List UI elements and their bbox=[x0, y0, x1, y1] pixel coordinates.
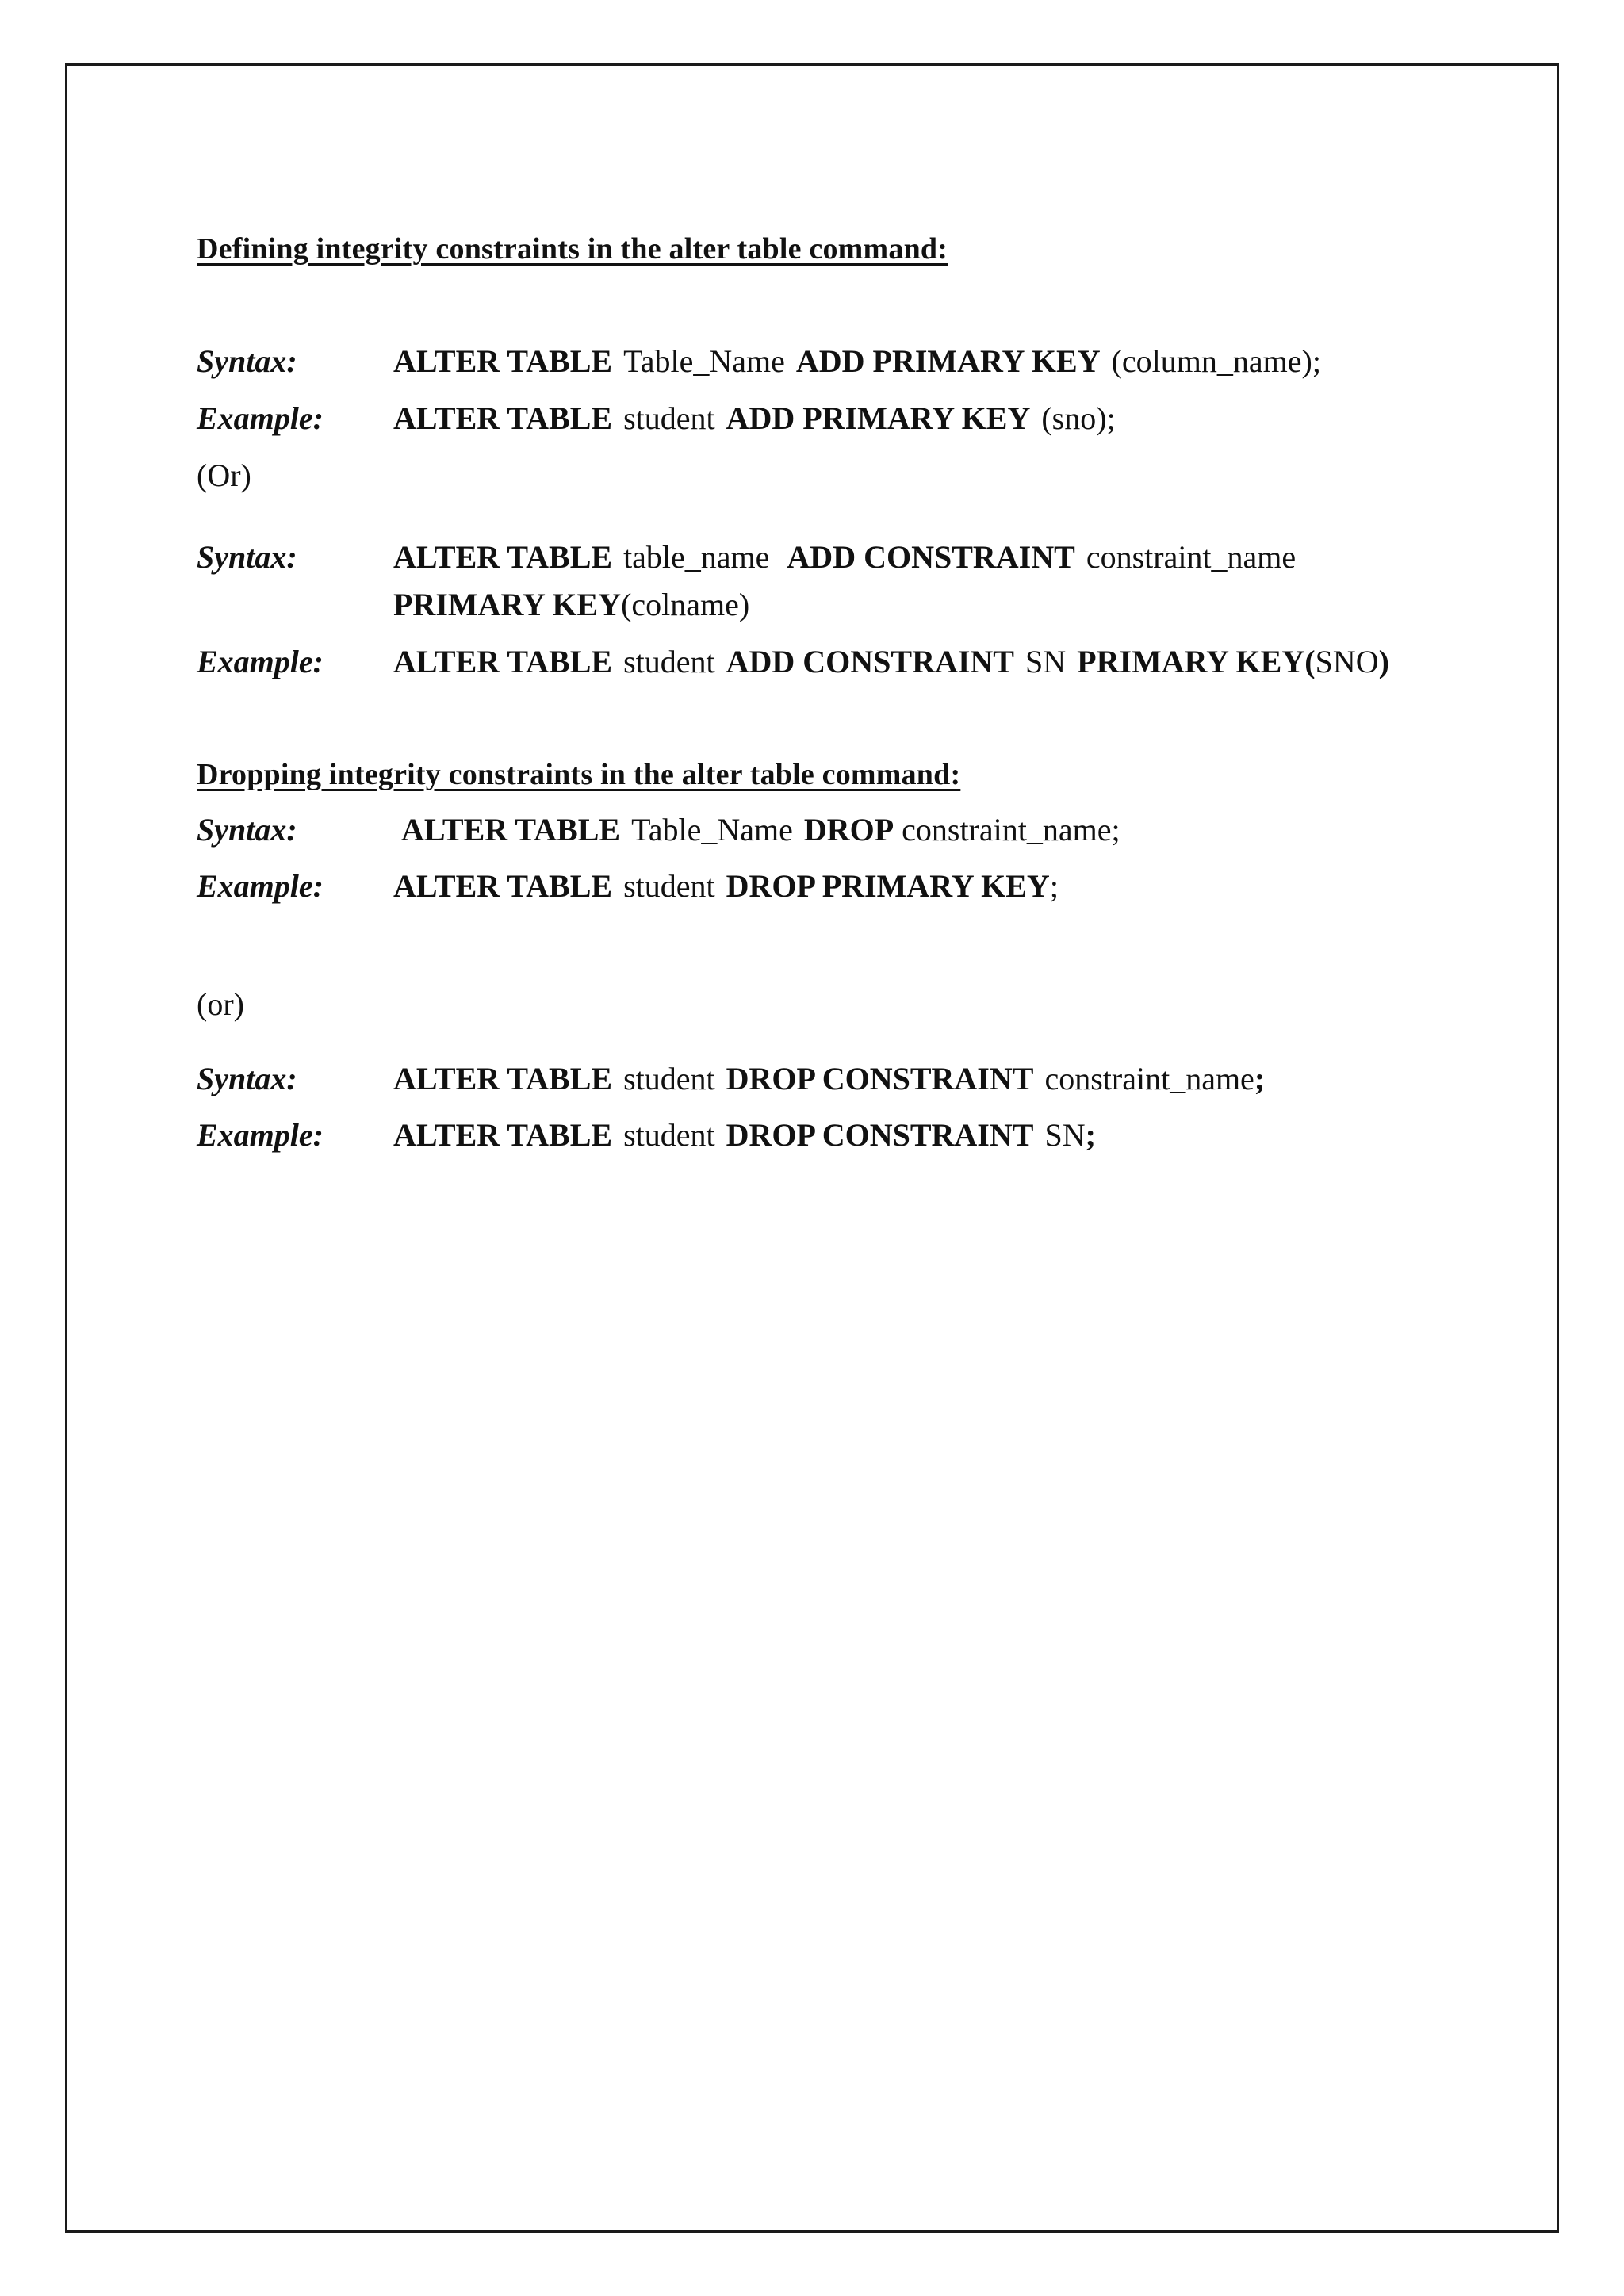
example-code bbox=[393, 400, 1116, 437]
syntax-label: Syntax: bbox=[197, 812, 297, 848]
syntax-label: Syntax: bbox=[197, 1061, 297, 1096]
keyword: ALTER TABLE bbox=[393, 400, 613, 436]
identifier: student bbox=[623, 868, 715, 904]
identifier: Table_Name bbox=[623, 343, 785, 379]
keyword: PRIMARY KEY bbox=[393, 587, 622, 622]
section-heading-defining: Defining integrity constraints in the alter table command: bbox=[197, 232, 948, 266]
keyword: DROP bbox=[803, 812, 894, 848]
example-code bbox=[393, 868, 1059, 905]
keyword: ALTER TABLE bbox=[401, 812, 621, 848]
identifier: Table_Name bbox=[631, 812, 793, 848]
identifier: ; bbox=[1049, 868, 1059, 904]
keyword: DROP CONSTRAINT bbox=[726, 1061, 1034, 1096]
syntax-code bbox=[393, 1061, 1265, 1097]
identifier: table_name bbox=[623, 539, 770, 575]
keyword: ; bbox=[1254, 1061, 1266, 1096]
section-heading-dropping: Dropping integrity constraints in the alter table command: bbox=[197, 758, 961, 791]
identifier: student bbox=[623, 400, 715, 436]
keyword: ; bbox=[1085, 1117, 1096, 1153]
syntax-label: Syntax: bbox=[197, 343, 297, 379]
identifier: SN bbox=[1044, 1117, 1086, 1153]
identifier: constraint_name; bbox=[902, 812, 1120, 848]
example-label: Example: bbox=[197, 400, 324, 436]
or-separator: (Or) bbox=[197, 457, 251, 493]
syntax-code bbox=[393, 539, 1296, 576]
identifier: (colname) bbox=[621, 587, 750, 622]
keyword: DROP CONSTRAINT bbox=[726, 1117, 1034, 1153]
example-label: Example: bbox=[197, 868, 324, 904]
keyword: ALTER TABLE bbox=[393, 868, 613, 904]
keyword: ALTER TABLE bbox=[393, 539, 613, 575]
identifier: student bbox=[623, 1117, 715, 1153]
syntax-code bbox=[393, 343, 1321, 380]
identifier: student bbox=[623, 644, 715, 679]
identifier: SNO bbox=[1315, 644, 1379, 679]
identifier: (sno); bbox=[1041, 400, 1116, 436]
example-code bbox=[393, 644, 1389, 680]
syntax-code bbox=[401, 812, 1120, 848]
identifier: constraint_name bbox=[1044, 1061, 1254, 1096]
identifier: student bbox=[623, 1061, 715, 1096]
example-label: Example: bbox=[197, 644, 324, 679]
or-separator: (or) bbox=[197, 986, 244, 1022]
identifier: (column_name); bbox=[1111, 343, 1321, 379]
example-label: Example: bbox=[197, 1117, 324, 1153]
identifier: SN bbox=[1025, 644, 1067, 679]
keyword: ALTER TABLE bbox=[393, 644, 613, 679]
syntax-label: Syntax: bbox=[197, 539, 297, 575]
example-code bbox=[393, 1117, 1096, 1154]
keyword: ADD CONSTRAINT bbox=[726, 644, 1014, 679]
keyword: ADD CONSTRAINT bbox=[787, 539, 1075, 575]
keyword: ALTER TABLE bbox=[393, 343, 613, 379]
keyword: ADD PRIMARY KEY bbox=[726, 400, 1031, 436]
syntax-code-continuation bbox=[393, 587, 749, 623]
keyword: DROP PRIMARY KEY bbox=[726, 868, 1050, 904]
identifier: constraint_name bbox=[1086, 539, 1297, 575]
keyword: PRIMARY KEY( bbox=[1077, 644, 1316, 679]
keyword: ALTER TABLE bbox=[393, 1117, 613, 1153]
keyword: ) bbox=[1378, 644, 1389, 679]
keyword: ADD PRIMARY KEY bbox=[795, 343, 1101, 379]
keyword: ALTER TABLE bbox=[393, 1061, 613, 1096]
